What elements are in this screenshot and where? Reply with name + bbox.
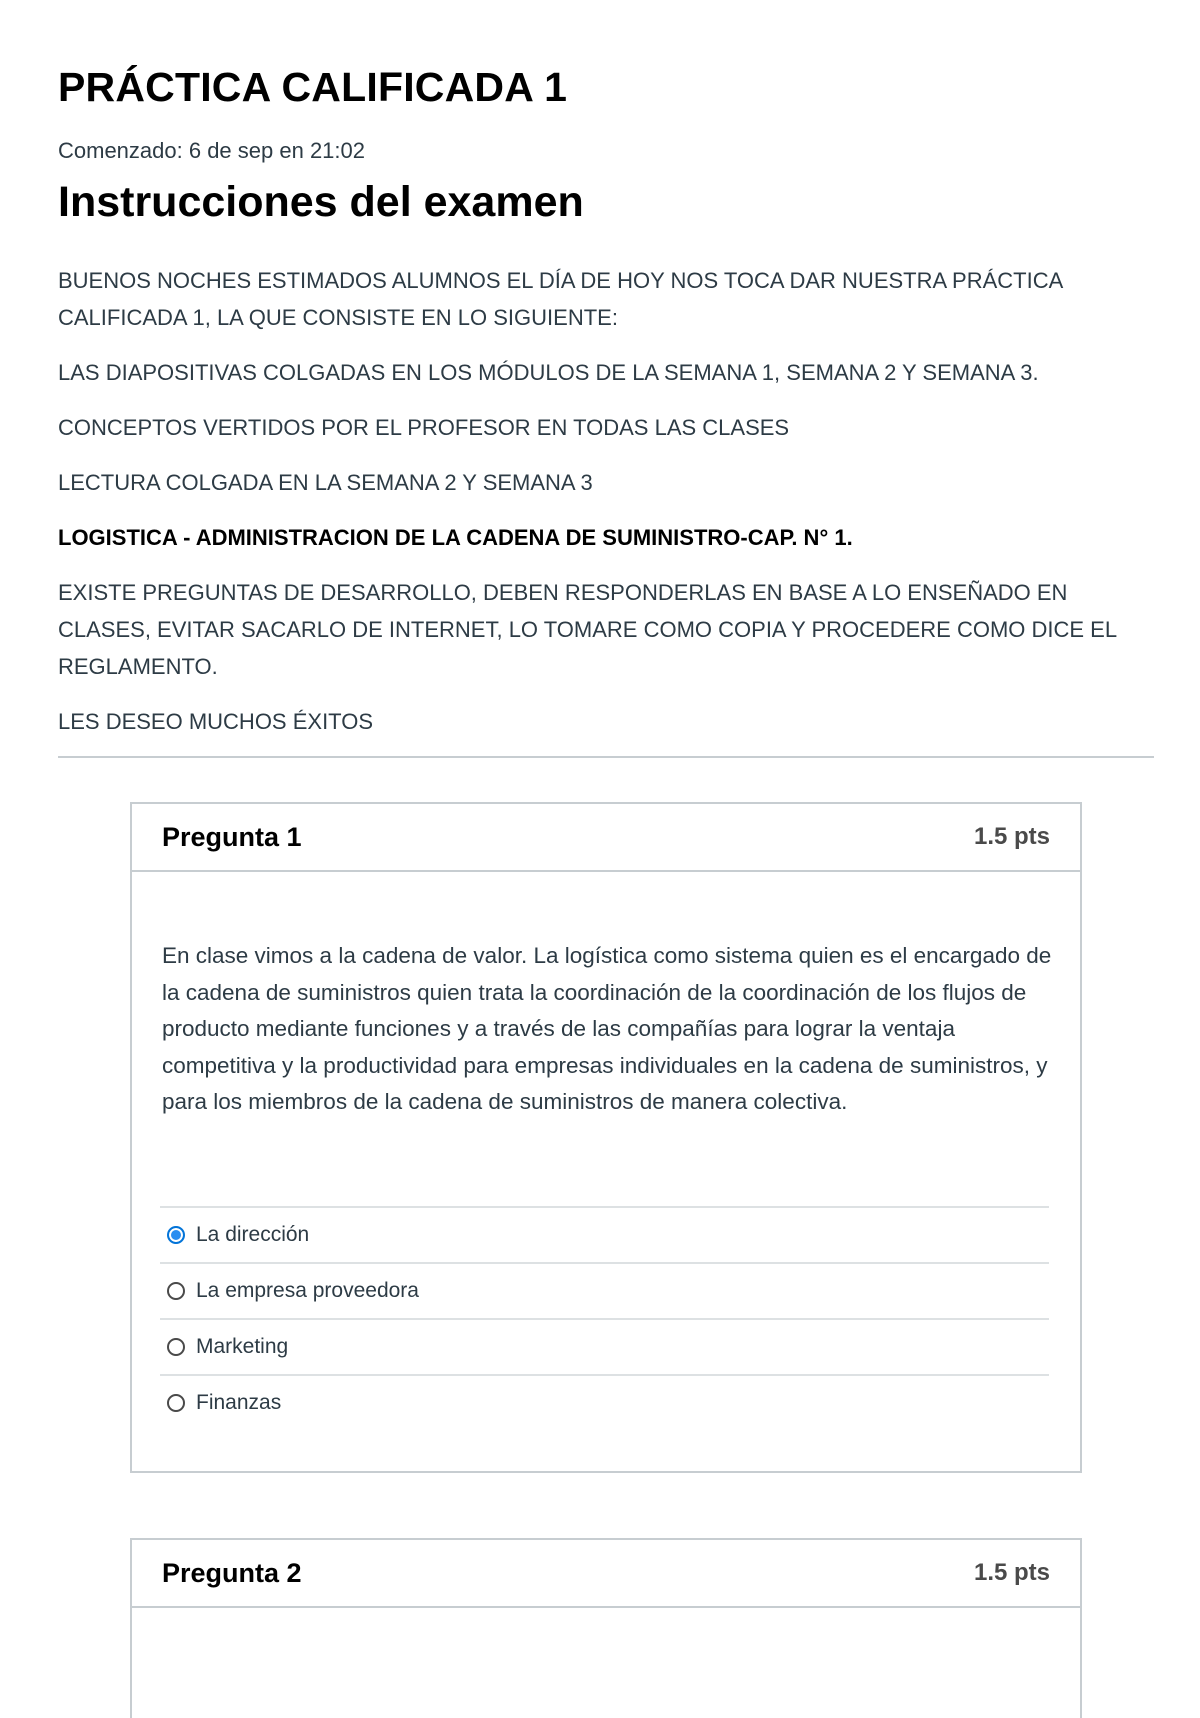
question-card-2 bbox=[130, 1538, 1082, 1718]
instructions-paragraph: BUENOS NOCHES ESTIMADOS ALUMNOS EL DÍA DE HOY NOS TOCA DAR NUESTRA PRÁCTICA CALIFICADA 1, LA QUE CONSISTE EN LO SIGUIENTE: bbox=[58, 268, 1063, 330]
instructions-paragraph: LECTURA COLGADA EN LA SEMANA 2 Y SEMANA 3 bbox=[58, 470, 593, 495]
instructions-paragraph: CONCEPTOS VERTIDOS POR EL PROFESOR EN TODAS LAS CLASES bbox=[58, 415, 790, 440]
instructions-reading-title: LOGISTICA - ADMINISTRACION DE LA CADENA DE SUMINISTRO-CAP. N° 1. bbox=[58, 525, 853, 550]
instructions-paragraph: LAS DIAPOSITIVAS COLGADAS EN LOS MÓDULOS DE LA SEMANA 1, SEMANA 2 Y SEMANA 3. bbox=[58, 360, 1039, 385]
instructions-body bbox=[58, 262, 1154, 758]
radio-icon[interactable] bbox=[167, 1394, 185, 1412]
answer-option[interactable] bbox=[160, 1318, 1049, 1374]
answer-option[interactable] bbox=[160, 1206, 1049, 1262]
radio-icon[interactable] bbox=[167, 1282, 185, 1300]
answer-label[interactable]: Marketing bbox=[196, 1335, 289, 1358]
started-timestamp: Comenzado: 6 de sep en 21:02 bbox=[58, 138, 366, 163]
question-points: 1.5 pts bbox=[973, 823, 1050, 850]
radio-selected-icon[interactable] bbox=[167, 1226, 185, 1244]
question-title: Pregunta 1 bbox=[162, 821, 302, 852]
question-header bbox=[132, 1540, 1080, 1608]
instructions-paragraph: EXISTE PREGUNTAS DE DESARROLLO, DEBEN RESPONDERLAS EN BASE A LO ENSEÑADO EN CLASES, EVITAR SACARLO DE INTERNET, LO TOMARE COMO COPIA Y PROCEDERE COMO DICE EL REGLAMENTO. bbox=[58, 580, 1117, 679]
instructions-paragraph: LES DESEO MUCHOS ÉXITOS bbox=[58, 709, 374, 734]
answer-list bbox=[160, 1206, 1049, 1430]
answer-option[interactable] bbox=[160, 1262, 1049, 1318]
instructions-heading: Instrucciones del examen bbox=[58, 178, 584, 226]
question-header bbox=[132, 804, 1080, 872]
quiz-title: PRÁCTICA CALIFICADA 1 bbox=[58, 64, 568, 110]
question-points: 1.5 pts bbox=[973, 1559, 1050, 1586]
radio-icon[interactable] bbox=[167, 1338, 185, 1356]
answer-option[interactable] bbox=[160, 1374, 1049, 1430]
section-divider bbox=[58, 756, 1154, 758]
question-title: Pregunta 2 bbox=[162, 1557, 302, 1588]
answer-label[interactable]: La empresa proveedora bbox=[196, 1279, 419, 1302]
answer-label[interactable]: La dirección bbox=[196, 1223, 310, 1246]
answer-label[interactable]: Finanzas bbox=[196, 1391, 282, 1414]
question-text: En clase vimos a la cadena de valor. La logística como sistema quien es el encargado de la cadena de suministros quien trata la coordinación de la coordinación de los flujos de producto mediante funciones y a través de las compañías para lograr la ventaja competitiva y la productividad para empresas individuales en la cadena de suministros, y para los miembros de la cadena de suministros de manera colectiva. bbox=[162, 943, 1052, 1114]
